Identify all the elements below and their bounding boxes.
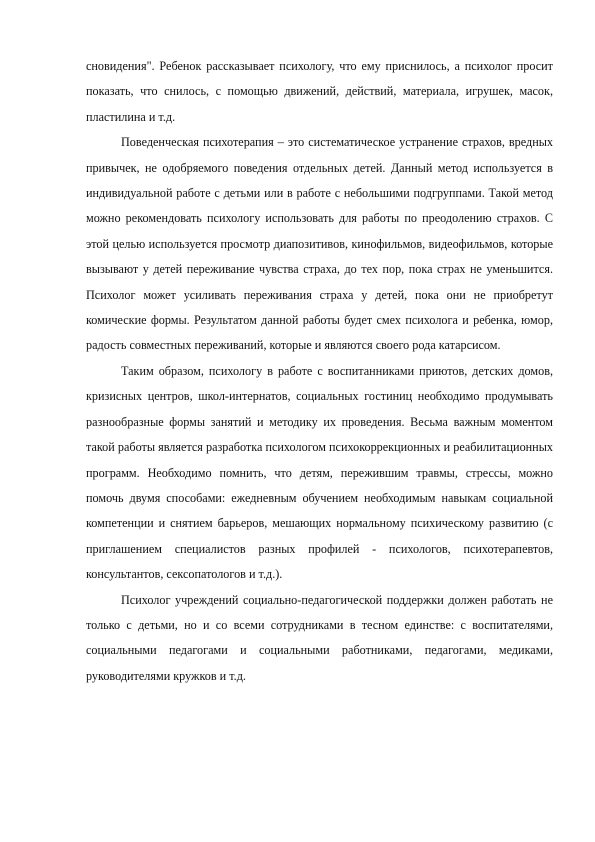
paragraph-behavioral-therapy: Поведенческая психотерапия – это систематическое устранение страхов, вредных привычек, не одобряемого поведения отдельных детей. Данный метод используется в индивидуальной работе с детьми или в работе с небольшими подгруппами. Такой метод можно рекомендовать психологу использовать для работы по преодолению страхов. С этой целью используется просмотр диапозитивов, кинофильмов, видеофильмов, которые вызывают у детей переживание чувства страха, до тех пор, пока страх не уменьшится. Психолог может усиливать переживания страха у детей, пока они не приобретут комические формы. Результатом данной работы будет смех психолога и ребенка, юмор, радость совместных переживаний, которые и являются своего рода катарсисом. — [86, 135, 553, 353]
paragraph-staff-cooperation: Психолог учреждений социально-педагогической поддержки должен работать не только с детьми, но и со всеми сотрудниками в тесном единстве: с воспитателями, социальными педагогами и социальными работниками, педагогами, медиками, руководителями кружков и т.д. — [86, 592, 553, 683]
paragraph-dreams-continuation: сновидения". Ребенок рассказывает психологу, что ему приснилось, а психолог просит показать, что снилось, с помощью движений, действий, материала, игрушек, масок, пластилина и т.д. — [86, 59, 553, 124]
paragraph-conclusion-forms-of-work: Таким образом, психологу в работе с воспитанниками приютов, детских домов, кризисных центров, школ-интернатов, социальных гостиниц необходимо продумывать разнообразные формы занятий и методику их проведения. Весьма важным моментом такой работы является разработка психологом психокоррекционных и реабилитационных программ. Необходимо помнить, что детям, пережившим травмы, стрессы, можно помочь двумя способами: ежедневным обучением необходимым навыкам социальной компетенции и снятием барьеров, мешающих нормальному психическому развитию (с приглашением специалистов разных профилей - психологов, психотерапевтов, консультантов, сексопатологов и т.д.). — [86, 363, 553, 582]
